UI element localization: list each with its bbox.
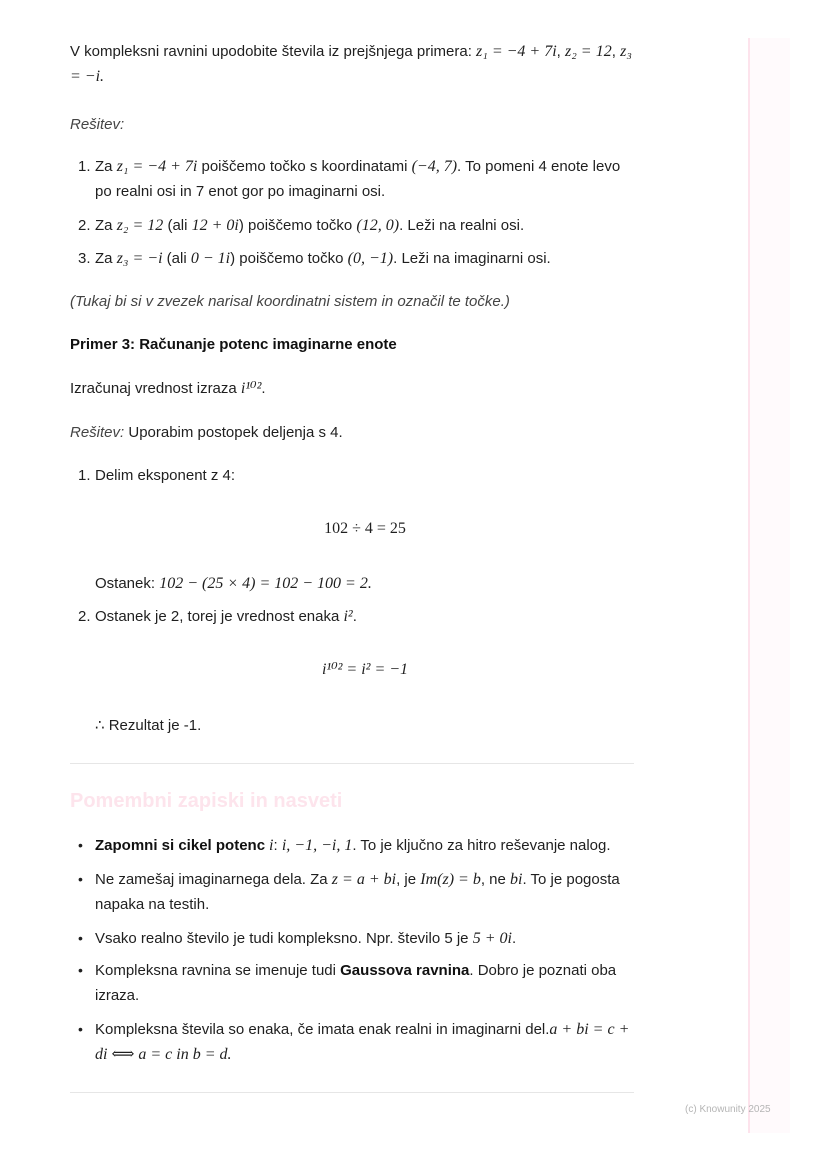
text-segment: Uporabim postopek deljenja s 4. — [124, 424, 343, 441]
math-expression: i, −1, −i, 1 — [281, 837, 353, 854]
item-number: 3. — [78, 250, 91, 267]
text-segment: Kompleksna ravnina se imenuje tudi — [95, 962, 341, 979]
text-segment: . To pomeni 4 enote levo po realni osi in 7 enot gor po imaginarni osi. — [95, 158, 621, 200]
section-heading: Pomembni zapiski in nasveti — [70, 790, 343, 812]
text-segment: . — [261, 380, 266, 397]
text-segment: Vsako realno število je tudi kompleksno. Npr. število 5 je — [95, 930, 473, 947]
text-segment: . — [511, 930, 517, 947]
step-2 — [78, 604, 638, 629]
text-segment: Ostanek je 2, torej je vrednost enaka — [95, 608, 344, 625]
text-segment: . Leži na realni osi. — [399, 217, 525, 234]
text-segment: , — [611, 43, 621, 60]
math-expression: (0, −1) — [347, 250, 394, 267]
side-panel — [748, 38, 790, 1133]
math-expression: z₁ = −4 + 7i — [116, 158, 198, 175]
math-expression: z₃ = −i. — [70, 43, 632, 85]
step-1 — [78, 463, 638, 488]
bullet-item — [78, 867, 638, 917]
text-segment: Rešitev: — [70, 424, 125, 441]
math-expression: i¹⁰² — [240, 380, 262, 397]
task — [70, 376, 638, 401]
list-item — [78, 213, 638, 238]
text-segment: (ali — [163, 217, 192, 234]
text-segment: Izračunaj vrednost izraza — [70, 380, 241, 397]
text-segment: Za — [95, 217, 117, 234]
bullet-item — [78, 958, 638, 1008]
note: (Tukaj bi si v zvezek narisal koordinatni sistem in označil te točke.) — [70, 293, 510, 310]
item-number: 1. — [78, 467, 91, 484]
math-expression: 12 — [595, 43, 612, 60]
math-expression: z₂ = — [565, 43, 592, 60]
text-segment: , ne — [480, 871, 510, 888]
math-expression: a + bi = c + di ⟺ a = c in b = d. — [95, 1021, 630, 1063]
text-segment: Ne zamešaj imaginarnega dela. Za — [95, 871, 332, 888]
bullet-icon: • — [78, 930, 83, 946]
text-segment: Za — [95, 250, 117, 267]
formula-division: 102 ÷ 4 = 25 — [324, 520, 406, 537]
list-item — [78, 154, 638, 204]
bullet-icon: • — [78, 871, 83, 887]
math-expression: i — [265, 837, 274, 854]
math-expression: i² — [343, 608, 353, 625]
item-number: 1. — [78, 158, 91, 175]
math-expression: (−4, 7) — [411, 158, 458, 175]
text-segment: . — [352, 608, 357, 625]
solution — [70, 420, 638, 445]
bullet-icon: • — [78, 1021, 83, 1037]
math-expression: 0 − 1i — [190, 250, 231, 267]
text-segment: . To je ključno za hitro reševanje nalog. — [352, 837, 611, 854]
text-segment: ) poiščemo točko — [238, 217, 357, 234]
text-segment: . To je pogosta napaka na testih. — [95, 871, 620, 913]
math-expression: z₂ = 12 — [116, 217, 164, 234]
text-segment: ) poiščemo točko — [230, 250, 348, 267]
text-segment: Za — [95, 158, 117, 175]
math-expression: bi — [510, 871, 523, 888]
divider — [70, 1092, 634, 1093]
example-title: Primer 3: Računanje potenc imaginarne enote — [70, 336, 397, 353]
item-number: 2. — [78, 217, 91, 234]
list-item — [78, 246, 638, 271]
formula-result: i¹⁰² = i² = −1 — [321, 661, 409, 678]
text-segment: V kompleksni ravnini upodobite števila iz prejšnjega primera: — [70, 43, 477, 60]
text-segment: (ali — [162, 250, 191, 267]
remainder — [95, 571, 663, 596]
solution-label: Rešitev: — [70, 116, 125, 133]
text-segment: , — [556, 43, 566, 60]
bold-text: Gaussova ravnina — [340, 962, 470, 979]
item-number: 2. — [78, 608, 91, 625]
text-segment: , je — [396, 871, 421, 888]
math-expression: (12, 0) — [356, 217, 400, 234]
math-expression: 102 − (25 × 4) = 102 − 100 = 2. — [159, 575, 372, 592]
bold-text: Zapomni si cikel potenc — [95, 837, 266, 854]
bullet-icon: • — [78, 962, 83, 978]
text-segment: Delim eksponent z 4: — [95, 467, 236, 484]
intro-paragraph — [70, 39, 638, 89]
math-expression: z₁ = −4 + 7i — [476, 43, 557, 60]
bullet-icon: • — [78, 837, 83, 853]
result: ∴ Rezultat je -1. — [95, 717, 202, 734]
text-segment: : — [273, 837, 282, 854]
text-segment: Ostanek: — [95, 575, 160, 592]
bullet-item — [78, 833, 638, 858]
bullet-item — [78, 926, 638, 951]
math-expression: z₃ = −i — [116, 250, 163, 267]
text-segment: . Leži na imaginarni osi. — [393, 250, 551, 267]
math-expression: z = a + bi — [331, 871, 397, 888]
math-expression: 5 + 0i — [472, 930, 512, 947]
bullet-item — [78, 1017, 638, 1067]
text-segment: . Dobro je poznati oba izraza. — [95, 962, 617, 1004]
math-expression: 12 + 0i — [191, 217, 239, 234]
text-segment: Kompleksna števila so enaka, če imata enak realni in imaginarni del. — [95, 1021, 550, 1038]
copyright: (c) Knowunity 2025 — [685, 1104, 771, 1115]
text-segment: poiščemo točko s koordinatami — [197, 158, 412, 175]
divider — [70, 763, 634, 764]
math-expression: Im(z) = b — [420, 871, 481, 888]
